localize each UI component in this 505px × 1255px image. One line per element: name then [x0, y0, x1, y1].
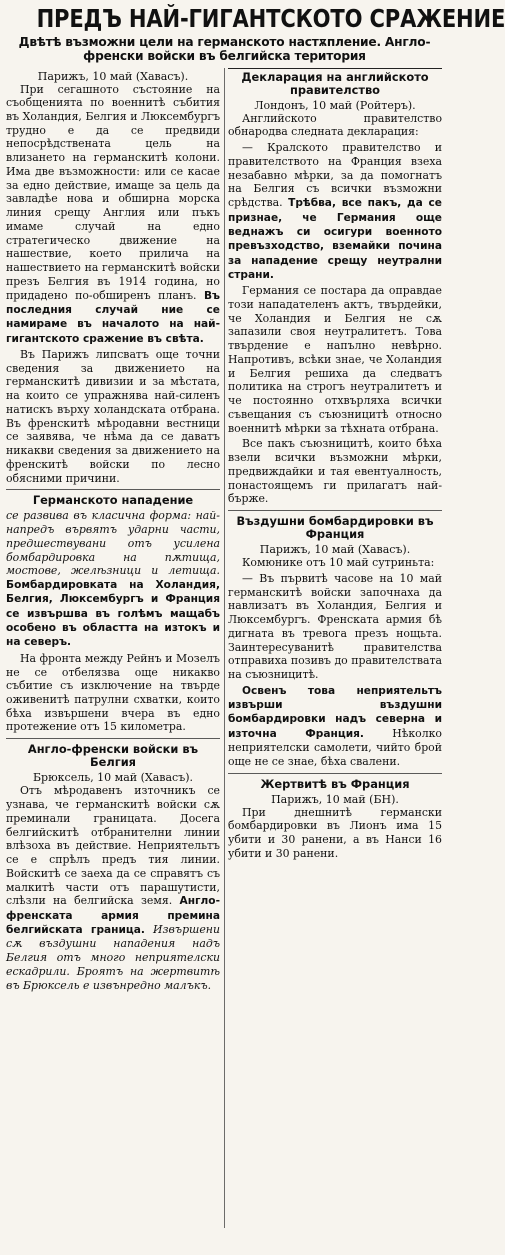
victims-dateline: Парижъ, 10 май (БН). — [271, 792, 399, 806]
article-columns — [6, 68, 443, 995]
left-dateline-1: Парижъ, 10 май (Хавасъ). — [37, 69, 189, 83]
section-title-anglo-french-troops: Англо-френски войски въ Белгия — [27, 742, 199, 770]
headline: ПРЕДЪ НАЙ-ГИГАНТСКОТО СРАЖЕНИЕ — [36, 4, 505, 33]
german-attack-paragraph-2: На фронта между Рейнъ и Мозелъ не се отбелязва още никакво събитие съ изключение на твърде оживенитѣ патрулни схватки, които бѣха извършени вчера въ едно протежение отъ 15 километра. — [6, 651, 220, 734]
victims-paragraph: При днешнитѣ германски бомбардировки въ Лионъ има 15 убити и 30 ранени, а въ Нанси 16 убити и 30 ранени. — [228, 805, 442, 860]
declaration-bold: Трѣбва, все пакъ, да се признае, че Германия още веднажъ си осигури военното превъзходство, вземайки почина за нападение срещу неутрални страни. — [228, 197, 442, 281]
declaration-paragraph-2 — [228, 141, 442, 282]
section-separator — [228, 510, 442, 511]
left-paragraph-1-bold: Въ последния случай ние се намираме въ началото на най-гигантското сражение въ свѣта. — [6, 289, 220, 345]
air-bombings-paragraph-3-text: Нѣколко неприятелски самолети, чийто брой още не се знае, бѣха свалени. — [228, 726, 442, 768]
section-title-german-attack: Германското нападение — [32, 493, 194, 508]
left-paragraph-2: Въ Парижъ липсватъ още точни сведения за движението на германскитѣ дивизии и за мѣстата, на които се упражнява най-силенъ натискъ върху холандската отбрана. Въ френскитѣ мѣродавни вестници се заявява, че нѣма да се даватъ никакви сведения за движението на френскитѣ войски по лесно обясними причини. — [6, 347, 220, 485]
left-paragraph-1 — [6, 83, 220, 346]
section-title-air-bombings: Въздушни бомбардировки въ Франция — [236, 513, 434, 542]
section-title-victims-in-france: Жертвитѣ въ Франция — [260, 776, 410, 791]
german-attack-italic: се развива въ класична форма: най-напредъ вървятъ ударни части, предшествувани отъ усилена бомбардировка на пѫтища, мостове, желѣзници и летища. — [6, 509, 220, 578]
column-divider — [224, 68, 225, 1228]
anglo-french-bold: Англо-френската армия премина белгийската граница. — [6, 895, 220, 936]
declaration-dateline: Лондонъ, 10 май (Ройтеръ). — [254, 98, 416, 112]
right-column — [228, 70, 442, 995]
left-paragraph-1-text: При сегашното състояние на съобщенията по военнитѣ събития въ Холандия, Белгия и Люксембургъ трудно е да се предвиди непосрѣдствената цель на влизането на германскитѣ колони. Има две възможности: или се касае за едно действие, имаще за цель да завладѣе нова и обширна морска линия срещу Англия или пъкъ имаме случай на едно стратегическо движение на нашествие, което прилича на нашествието на германскитѣ войски презъ Белгия въ 1914 година, но придадено по-обширенъ планъ. — [6, 82, 220, 302]
air-bombings-dateline: Парижъ, 10 май (Хавасъ). — [259, 543, 411, 557]
declaration-paragraph-1: Английското правителство обнародва следната декларация: — [228, 111, 442, 139]
air-bombings-paragraph-1: Комюнике отъ 10 май сутриньта: — [242, 556, 435, 570]
section-separator — [6, 489, 220, 490]
subheadline: Двѣтѣ възможни цели на германското настѫпление. Англо-френски войски въ белгийска територия — [18, 34, 431, 63]
declaration-paragraph-3: Германия се постара да оправдае този нападателенъ актъ, твърдейки, че Холандия и Белгия не сѫ запазили своя неутралитетъ. Това твърдение е напълно невѣрно. Напротивъ, всѣки знае, че Холандия и Белгия решиха да следватъ политика на строгъ неутралитетъ и че постоянно отхвърляха всички съвещания съ съюзницитѣ относно военнитѣ мѣрки за тѣхната отбрана. — [228, 284, 442, 435]
air-bombings-paragraph-3 — [228, 684, 442, 769]
anglo-french-text: Отъ мѣродавенъ източникъ се узнава, че германскитѣ войски сѫ преминали границата. Досега белгийскитѣ отбранителни линии влѣзоха въ действие. Неприятельтъ се е спрѣлъ предъ тия линии. Войскитѣ се заеха да се справятъ съ малкитѣ части отъ парашутисти, слѣзли на белгийска земя. — [6, 784, 220, 908]
left-column — [6, 70, 220, 995]
anglo-french-italic: Извършени сѫ въздушни нападения надъ Белгия отъ много неприятелски ескадрили. Броятъ на жертвитѣ въ Брюксель е извънредно малъкъ. — [6, 922, 220, 992]
anglo-french-paragraph — [6, 784, 220, 992]
section-separator — [6, 738, 220, 739]
declaration-paragraph-2-text: — Кралското правителство и правителството на Франция взеха незабавно мѣрки, за да помогнатъ на Белгия съ всички възможни срѣдства. — [228, 141, 442, 210]
air-bombings-paragraph-2: — Въ първитѣ часове на 10 май германскитѣ войски започнаха да навлизатъ въ Холандия, Белгия и Люксембургъ. Френската армия бѣ дигната въ тревога презъ нощьта. Заинтересуванитѣ правителства отправиха позивъ до правителствата на съюзницитѣ. — [228, 571, 442, 682]
german-attack-paragraph-1 — [6, 509, 220, 649]
declaration-paragraph-4: Все пакъ съюзницитѣ, които бѣха взели всички възможни мѣрки, предвиждайки и тая евентуалность, понастоящемъ ги прилагатъ най-бърже. — [228, 437, 442, 506]
air-bombings-bold: Освенъ това неприятельтъ извърши въздушни бомбардировки надъ северна и източна Франция. — [228, 684, 442, 740]
german-attack-bold: Бомбардировката на Холандия, Белгия, Люксембургъ и Франция се извършва въ голѣмъ мащабъ особено въ областта на изтокъ и на северъ. — [6, 579, 220, 649]
section-title-english-declaration: Декларация на английското правителство — [241, 69, 429, 97]
anglo-french-dateline: Брюксель, 10 май (Хавасъ). — [32, 771, 194, 785]
section-separator — [228, 773, 442, 774]
